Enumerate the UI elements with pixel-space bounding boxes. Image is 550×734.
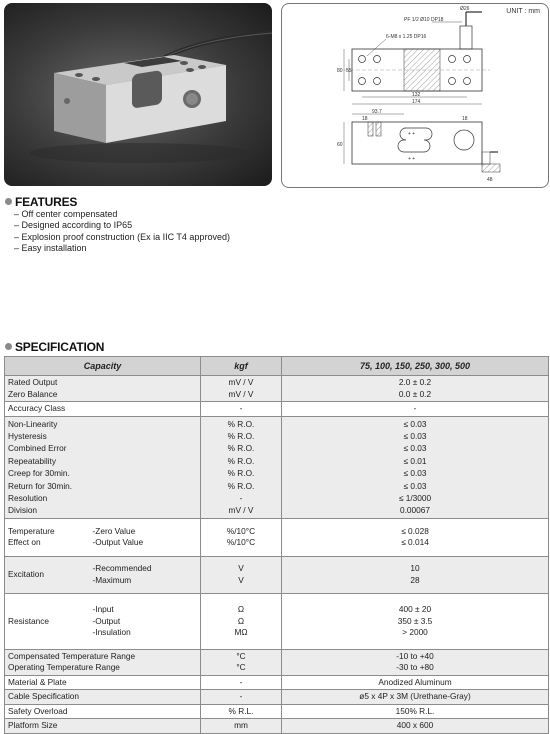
table-row: Accuracy Class - - (5, 402, 549, 417)
table-row: Non-Linearity Hysteresis Combined Error Repeatability Creep for 30min. Return for 30min. Resolution Division % R.O. % R.O. % R.O. % R.O. % R.O. % R.O. - mV / V ≤ 0.03 ≤ 0.03 ≤ 0.03 ≤ 0.01 ≤ 0.03 ≤ 0.03 ≤ 1/3000 0.00067 (5, 416, 549, 518)
dim-side-small-right: 18 (462, 116, 468, 122)
specification-title: SPECIFICATION (5, 340, 104, 354)
dim-left-inner: 55 (346, 68, 352, 74)
dim-side-top: 93.7 (372, 109, 382, 115)
dim-top-small: Ø26 (460, 6, 470, 12)
bullet-icon (5, 343, 12, 350)
table-row: Excitation -Recommended -Maximum V V 10 28 (5, 556, 549, 593)
table-row: Cable Specification - ø5 x 4P x 3M (Urethane-Gray) (5, 690, 549, 705)
specification-table (4, 356, 549, 734)
feature-item: – Off center compensated (14, 209, 230, 220)
bullet-icon (5, 198, 12, 205)
header-values: 75, 100, 150, 250, 300, 500 (282, 357, 549, 376)
header-unit: kgf (201, 357, 282, 376)
features-list (14, 209, 230, 255)
table-row: Rated Output Zero Balance mV / V mV / V 2.0 ± 0.2 0.0 ± 0.2 (5, 376, 549, 402)
feature-item: – Designed according to IP65 (14, 220, 230, 231)
dim-side-left: 60 (337, 142, 343, 148)
callout-left: 6-M8 x 1.25 DP16 (386, 34, 427, 40)
callout-top: PF 1/2 Ø10 DP18 (404, 17, 444, 23)
table-row: Compensated Temperature Range Operating Temperature Range °C °C -10 to +40 -30 to +80 (5, 649, 549, 675)
table-row: Resistance -Input -Output -Insulation Ω Ω MΩ 400 ± 20 350 ± 3.5 > 2000 (5, 593, 549, 649)
feature-item: – Easy installation (14, 243, 230, 254)
table-row: Safety Overload % R.L. 150% R.L. (5, 704, 549, 719)
dim-side-small-left: 18 (362, 116, 368, 122)
load-cell-image (4, 3, 272, 186)
feature-item: – Explosion proof construction (Ex ia IIC T4 approved) (14, 232, 230, 243)
table-row: Platform Size mm 400 x 600 (5, 719, 549, 734)
svg-text:+ +: + + (408, 131, 416, 137)
table-row: Material & Plate - Anodized Aluminum (5, 675, 549, 690)
dim-left-outer: 80 (337, 68, 343, 74)
dimension-drawing (282, 4, 548, 187)
unit-label: UNIT : mm (506, 8, 540, 15)
technical-drawing (281, 3, 549, 188)
header-capacity: Capacity (5, 357, 201, 376)
dim-bottom-outer: 174 (412, 99, 421, 105)
product-photo (4, 3, 272, 186)
dim-bottom-inner: 132 (412, 92, 421, 98)
dim-side-right: 48 (487, 177, 493, 183)
features-title: FEATURES (5, 195, 77, 209)
svg-text:+ +: + + (408, 156, 416, 162)
table-row: Temperature Effect on -Zero Value -Output Value %/10°C %/10°C ≤ 0.028 ≤ 0.014 (5, 518, 549, 556)
